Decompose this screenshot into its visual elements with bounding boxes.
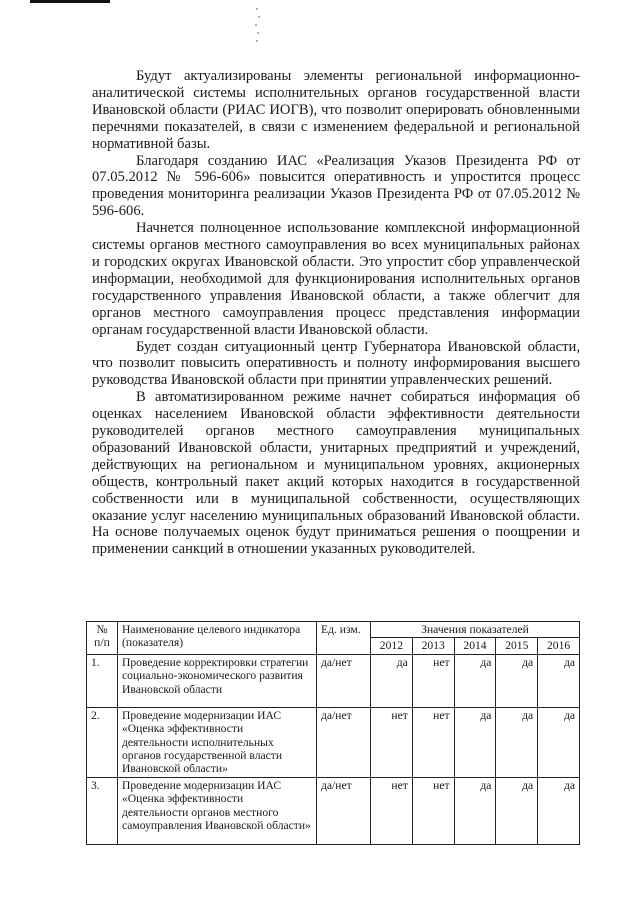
header-name: Наименование целевого индикатора (показателя)	[118, 622, 317, 655]
row-unit: да/нет	[317, 654, 371, 707]
row-value: да	[496, 777, 538, 844]
paragraph-ias-ukazy: Благодаря созданию ИАС «Реализация Указов Президента РФ от 07.05.2012 № 596-606» повысится оперативность и упростится процесс проведения мониторинга реализации Указов Президента РФ от 07.05.2012 № 596-606.	[92, 152, 580, 220]
row-name: Проведение модернизации ИАС «Оценка эффективности деятельности исполнительных органов государственной власти Ивановской области»	[118, 707, 317, 777]
row-value: нет	[412, 707, 454, 777]
row-value: да	[454, 707, 496, 777]
indicator-table	[86, 621, 580, 845]
row-value: да	[538, 707, 580, 777]
paragraph-situation-center: Будет создан ситуационный центр Губернатора Ивановской области, что позволит повысить оперативность и полноту информирования высшего руководства Ивановской области при принятии управленческих решений.	[92, 338, 580, 389]
row-value: нет	[371, 777, 413, 844]
row-unit: да/нет	[317, 777, 371, 844]
paragraph-population-assessment: В автоматизированном режиме начнет собираться информация об оценках населением Ивановской области эффективности деятельности руководителей органов местного самоуправления муниципальных образований Ивановской области, унитарных предприятий и учреждений, действующих на региональном и муниципальном уровнях, акционерных обществ, контрольный пакет акций которых находится в государственной собственности или в муниципальной собственности, осуществляющих оказание услуг населению муниципальных образований Ивановской области. На основе получаемых оценок будут приниматься решения о поощрении и применении санкций в отношении указанных руководителей.	[92, 389, 580, 558]
table-row	[87, 707, 580, 777]
row-name: Проведение модернизации ИАС «Оценка эффективности деятельности органов местного самоуправления Ивановской области»	[118, 777, 317, 844]
row-unit: да/нет	[317, 707, 371, 777]
header-year: 2014	[454, 638, 496, 654]
header-year: 2015	[496, 638, 538, 654]
header-year: 2012	[371, 638, 413, 654]
table-row	[87, 777, 580, 844]
header-num: № п/п	[87, 622, 118, 655]
row-value: да	[496, 654, 538, 707]
row-num: 2.	[87, 707, 118, 777]
header-year: 2016	[538, 638, 580, 654]
row-value: да	[538, 777, 580, 844]
paragraph-oms-system: Начнется полноценное использование комплексной информационной системы органов местного самоуправления во всех муниципальных районах и городских округах Ивановской области. Это упростит сбор управленческой информации, необходимой для функционирования исполнительных органов государственного управления Ивановской области, а также облегчит для органов местного самоуправления процесс представления информации органам государственной власти Ивановской области.	[92, 220, 580, 338]
row-value: да	[371, 654, 413, 707]
row-value: да	[454, 654, 496, 707]
body-text	[92, 68, 580, 558]
row-value: да	[454, 777, 496, 844]
table-row	[87, 654, 580, 707]
paragraph-riasiogv: Будут актуализированы элементы региональной информационно-аналитической системы исполнительных органов государственной власти Ивановской области (РИАС ИОГВ), что позволит оперировать обновленными перечнями показателей, в связи с изменением федеральной и региональной нормативной базы.	[92, 68, 580, 152]
row-num: 3.	[87, 777, 118, 844]
row-value: нет	[371, 707, 413, 777]
row-value: нет	[412, 777, 454, 844]
header-year: 2013	[412, 638, 454, 654]
row-name: Проведение корректировки стратегии социально-экономического развития Ивановской области	[118, 654, 317, 707]
scan-top-line	[30, 0, 110, 3]
row-value: нет	[412, 654, 454, 707]
row-num: 1.	[87, 654, 118, 707]
header-unit: Ед. изм.	[317, 622, 371, 655]
header-values: Значения показателей	[371, 622, 580, 638]
row-value: да	[496, 707, 538, 777]
row-value: да	[538, 654, 580, 707]
scan-specks	[255, 6, 261, 46]
